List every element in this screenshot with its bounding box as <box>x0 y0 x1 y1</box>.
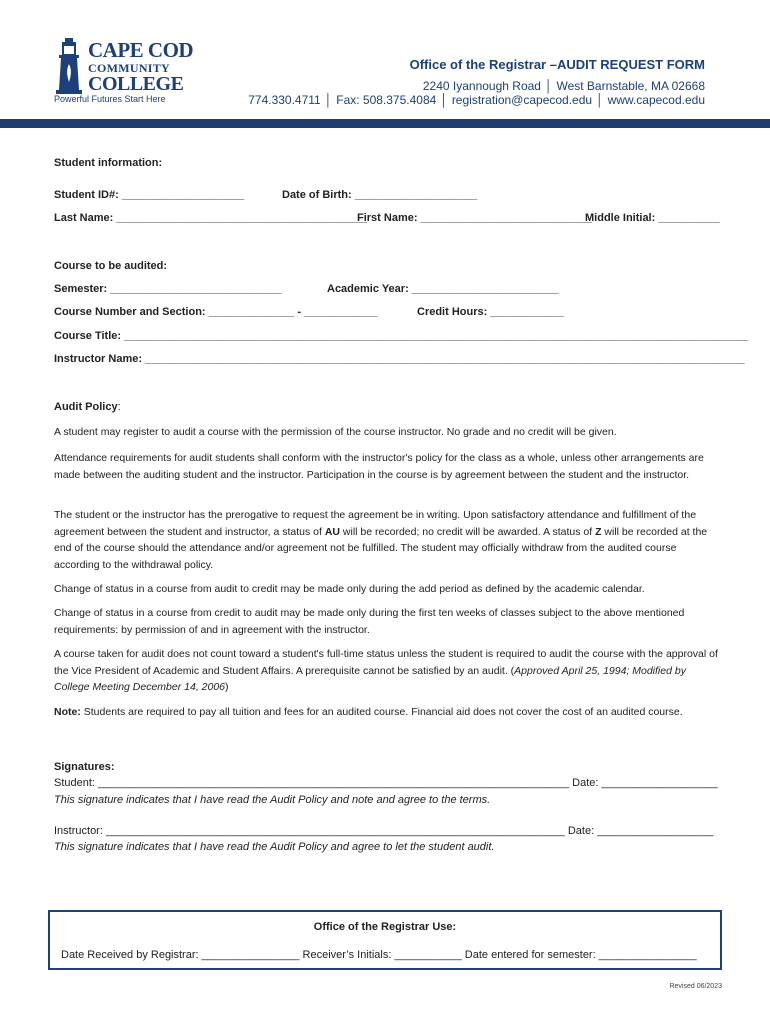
address-city: West Barnstable, MA 02668 <box>556 79 705 93</box>
date-of-birth-field[interactable]: Date of Birth: ____________________ <box>282 189 478 201</box>
academic-year-field[interactable]: Academic Year: ________________________ <box>327 283 559 295</box>
policy-note <box>54 704 724 721</box>
email-link[interactable]: registration@capecod.edu <box>451 93 593 107</box>
college-logo <box>88 40 193 94</box>
policy-paragraph-4 <box>54 581 724 598</box>
policy-paragraph-2 <box>54 450 724 483</box>
logo-line-college: COLLEGE <box>88 73 184 95</box>
note-label: Note: <box>54 706 81 718</box>
policy-paragraph-3 <box>54 507 724 573</box>
header-divider-band <box>0 119 770 128</box>
lighthouse-logo-icon <box>54 38 84 98</box>
status-z: Z <box>595 525 602 538</box>
semester-field[interactable]: Semester: ____________________________ <box>54 283 282 295</box>
instructor-name-field[interactable]: Instructor Name: __________________________________________________________________________________________________ <box>54 353 745 365</box>
audit-policy-colon: : <box>117 401 121 413</box>
audit-policy-heading <box>54 401 121 413</box>
student-info-heading: Student information: <box>54 157 163 169</box>
instructor-signature-field[interactable]: Instructor: ___________________________________________________________________________ Date: ___________________ <box>54 825 714 837</box>
signatures-heading: Signatures: <box>54 761 115 773</box>
course-number-field[interactable]: Course Number and Section: ______________ - ____________ <box>54 306 378 318</box>
form-title: Office of the Registrar –AUDIT REQUEST FORM <box>409 57 705 72</box>
policy-approval-note: Approved April 25, 1994; Modified by College Meeting December 14, 2006 <box>54 664 686 693</box>
policy-paragraph-6 <box>54 646 724 696</box>
student-signature-note: This signature indicates that I have read the Audit Policy and note and agree to the terms. <box>54 794 491 806</box>
course-title-field[interactable]: Course Title: ______________________________________________________________________________________________________ <box>54 330 749 342</box>
logo-line-community: COMMUNITY <box>88 61 171 75</box>
student-id-field[interactable]: Student ID#: ____________________ <box>54 189 245 201</box>
student-signature-field[interactable]: Student: _____________________________________________________________________________ Date: ___________________ <box>54 777 718 789</box>
first-name-field[interactable]: First Name: ____________________________ <box>357 212 592 224</box>
policy-p3-b: will be recorded; no credit will be awarded. A status of <box>340 525 596 538</box>
policy-paragraph-1 <box>54 424 724 441</box>
last-name-field[interactable]: Last Name: _________________________________________ <box>54 212 368 224</box>
policy-p2-text: Attendance requirements for audit students shall conform with the instructor's policy for the class as a whole, unless other arrangements are made between the auditing student and the instructor. Participation in the course is by agreement between the student and the instructor. <box>54 452 704 481</box>
phone: 774.330.4711 <box>248 93 321 107</box>
policy-p6-a: A course taken for audit does not count toward a student's full-time status unless the student is required to audit the course with the approval of the Vice President of Academic and Student Affairs. A prerequisite cannot be satisfied by an audit. ( <box>54 648 718 677</box>
logo-tagline: Powerful Futures Start Here <box>54 94 166 104</box>
policy-p6-b: ) <box>225 681 229 693</box>
course-heading: Course to be audited: <box>54 260 168 272</box>
office-use-box <box>48 910 722 970</box>
policy-p5-text: Change of status in a course from credit to audit may be made only during the first ten weeks of classes subject to the above mentioned requirements: by permission of and in agreement with the instructor. <box>54 607 685 636</box>
middle-initial-field[interactable]: Middle Initial: __________ <box>585 212 720 224</box>
policy-p4-text: Change of status in a course from audit to credit may be made only during the add period as defined by the academic calendar. <box>54 583 645 595</box>
header-contact: 774.330.4711 │ Fax: 508.375.4084 │ registration@capecod.edu │ www.capecod.edu <box>248 93 705 107</box>
office-use-heading: Office of the Registrar Use: <box>313 921 457 933</box>
instructor-signature-note: This signature indicates that I have read the Audit Policy and agree to let the student audit. <box>54 841 495 853</box>
credit-hours-field[interactable]: Credit Hours: ____________ <box>417 306 564 318</box>
audit-policy-heading-text: Audit Policy <box>54 401 118 413</box>
header-address: 2240 Iyannough Road │ West Barnstable, MA 02668 <box>422 79 705 93</box>
website-link[interactable]: www.capecod.edu <box>607 93 705 107</box>
note-text: Students are required to pay all tuition and fees for an audited course. Financial aid does not cover the cost of an audited course. <box>80 706 683 718</box>
policy-p3-a: The student or the instructor has the prerogative to request the agreement be in writing. Upon satisfactory attendance and fulfillment of the agreement between the student and instructor, a status of <box>54 509 697 538</box>
logo-line-cape-cod: CAPE COD <box>88 38 194 62</box>
address-street: 2240 Iyannough Road <box>422 79 541 93</box>
policy-p1-text: A student may register to audit a course with the permission of the course instructor. No grade and no credit will be given. <box>54 426 617 438</box>
policy-paragraph-5 <box>54 605 724 638</box>
status-au: AU <box>324 525 341 538</box>
policy-p3-c: will be recorded at the end of the course should the attendance and/or agreement not be fulfilled. The student may officially withdraw from the audited course according to the withdrawal policy. <box>54 525 708 571</box>
revised-date: Revised 06/2023 <box>669 983 722 990</box>
office-use-fields[interactable]: Date Received by Registrar: ________________ Receiver’s Initials: ___________ Date entered for semester: ________________ <box>61 949 697 961</box>
fax: Fax: 508.375.4084 <box>336 93 437 107</box>
